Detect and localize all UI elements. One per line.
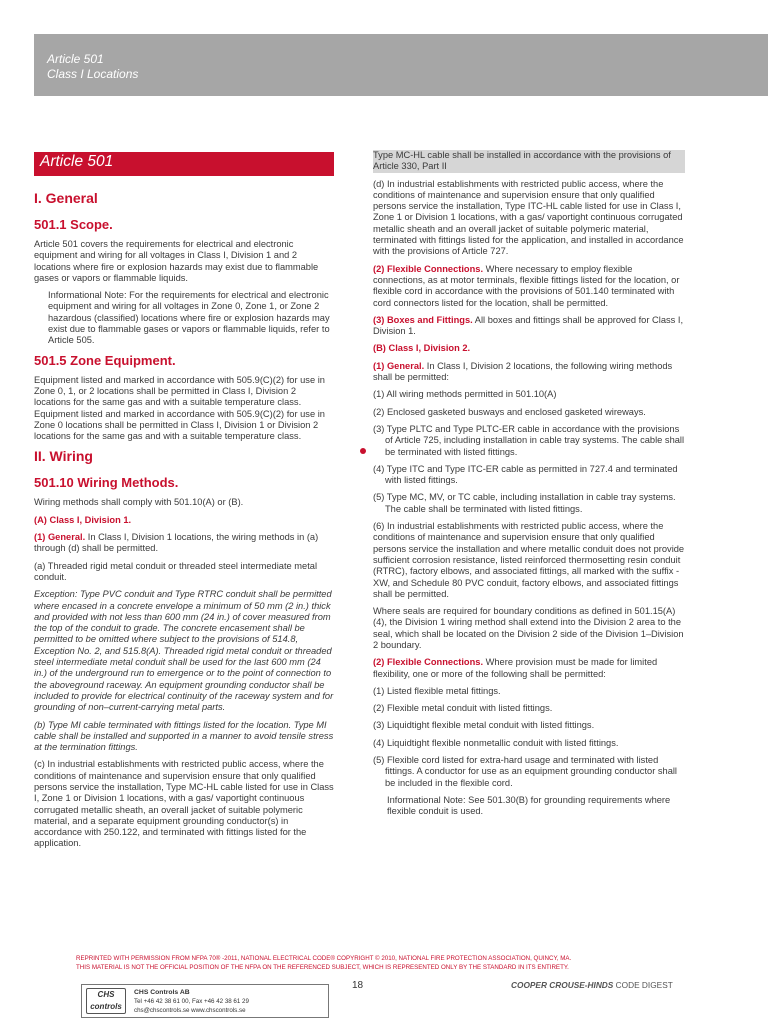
chs-logo-icon [86, 988, 126, 1014]
scope-text: Article 501 covers the requirements for electrical and electronic equipment and wiring for all voltages in Class I, Division 1 and 2 locations where fire or explosion hazards may exist due to flammable gases or vapors or flammable liquids. [34, 239, 319, 283]
list-item-1: (1) All wiring methods permitted in 501.10(A) [373, 389, 557, 400]
flex-item-2: (2) Flexible metal conduit with listed fittings. [373, 703, 553, 714]
para-b2-text: Where provision must be made for limited flexibility, one or more of the following shall be permitted: [373, 657, 658, 679]
para-a3 [373, 315, 685, 338]
email-web: chs@chscontrols.se www.chscontrols.se [134, 1007, 246, 1014]
para-b1-text: In Class I, Division 2 locations, the following wiring methods shall be permitted: [373, 360, 673, 383]
zone-equipment-text: Equipment listed and marked in accordance with 505.9(C)(2) for use in Zone 0, 1, or 2 locations shall be permitted in Class I, Division 2 locations for the same gas and with a suitable temperature class. Equipment listed and marked in accordance with 505.9(C)(2) for use in Zone 0 locations shall be permitted in Class I, Division 1 or Division 2 locations for the same gas and with a suitable temperature class. [34, 374, 325, 442]
reprint-line-2: THIS MATERIAL IS NOT THE OFFICIAL POSITION OF THE NFPA ON THE REFERENCED SUBJECT, WHICH IS REPRESENTED ONLY BY THE STANDARD IN ITS ENTIRETY. [76, 964, 569, 971]
heading-501-1: 501.1 Scope. [34, 217, 113, 232]
header-article: Article 501 [47, 52, 104, 66]
subhead-a1: (1) General. [34, 532, 86, 543]
brand-name: COOPER CROUSE-HINDS [511, 980, 614, 990]
section-general: I. General [34, 190, 98, 206]
list-item-3: (3) Type PLTC and Type PLTC-ER cable in accordance with the provisions of Article 725, including installation in cable tray systems. The cable shall be terminated with listed fittings. [373, 423, 685, 457]
exception-text: Exception: Type PVC conduit and Type RTRC conduit shall be permitted where encased in a concrete envelope a minimum of 50 mm (2 in.) thick and provided with not less than 600 mm (24 in.) of cover measured from the top of the conduit to grade. The concrete encasement shall be permitted to be omitted where subject to the provisions of 514.8, Exception No. 2, and 515.8(A). Threaded rigid metal conduit or threaded steel intermediate metal conduit shall be used for the last 600 mm (24 in.) of the underground run to emergence or to the point of connection to the aboveground raceway. An equipment grounding conductor shall be included to provide for electrical continuity of the raceway system and for grounding of non–current-carrying metal parts. [34, 589, 334, 713]
para-b1 [373, 361, 685, 384]
footer-brand [511, 980, 673, 990]
item-b: (b) Type MI cable terminated with fittings listed for the location. Type MI cable shall be installed and supported in a manner to avoid tensile stress at the termination fittings. [34, 719, 334, 753]
page-header [34, 34, 768, 96]
para-b2 [373, 657, 685, 680]
list-item-5: (5) Type MC, MV, or TC cable, including installation in cable tray systems. The cable shall be terminated with listed fittings. [373, 492, 676, 514]
item-c: (c) In industrial establishments with restricted public access, where the conditions of maintenance and supervision ensure that only qualified persons service the installation, Type MC-HL cable listed for use in Class I, Zone 1 or Division 1 locations, with a gas/ vaportight continuous corrugated metallic sheath, an overall jacket of suitable polymeric material, and a separate equipment grounding conductor(s) in accordance with 250.122, and terminated with fittings listed for the application. [34, 759, 334, 849]
subhead-a3: (3) Boxes and Fittings. [373, 314, 473, 325]
subhead-b: (B) Class I, Division 2. [373, 343, 471, 354]
bullet-marker [360, 448, 366, 454]
subhead-b1: (1) General. [373, 360, 425, 371]
para-a3-text: All boxes and fittings shall be approved for Class I, Division 1. [373, 314, 684, 337]
item-d: (d) In industrial establishments with restricted public access, where the conditions of maintenance and supervision ensure that only qualified persons service the installation, Type ITC-HL cable listed for use in Class I, Zone 1 or Division 1 locations, with a gas/ vaportight continuous corrugated metallic sheath and an overall jacket of suitable polymeric material, terminated with fittings listed for the application, and installed in accordance with the provisions of Article 727. [373, 178, 684, 257]
para-a2-text: Where necessary to employ flexible connections, as at motor terminals, flexible fittings listed for the location, or flexible cord in accordance with the provisions of 501.140 terminated with cord connectors listed for the location, shall be permitted. [373, 263, 680, 308]
wiring-methods-text: Wiring methods shall comply with 501.10(A) or (B). [34, 497, 244, 508]
logo-mark-bottom: controls [90, 1002, 122, 1011]
informational-note-2: Informational Note: See 501.30(B) for grounding requirements where flexible conduit is used. [387, 794, 671, 817]
flex-item-1: (1) Listed flexible metal fittings. [373, 685, 501, 696]
para-a1 [34, 532, 334, 555]
reprint-line-1: REPRINTED WITH PERMISSION FROM NFPA 70® -2011, NATIONAL ELECTRICAL CODE® COPYRIGHT © 2010, NATIONAL FIRE PROTECTION ASSOCIATION, QUINCY, MA. [76, 955, 572, 962]
seals-text: Where seals are required for boundary conditions as defined in 501.15(A)(4), the Division 1 wiring method shall extend into the Division 2 area to the seal, which shall be located on the Division 2 side of the Division 1–Division 2 boundary. [373, 606, 684, 650]
flex-item-3: (3) Liquidtight flexible metal conduit with listed fittings. [373, 720, 595, 731]
list-item-4: (4) Type ITC and Type ITC-ER cable as permitted in 727.4 and terminated with listed fittings. [373, 463, 678, 486]
header-title: Class I Locations [47, 67, 139, 81]
para-a1-text: In Class I, Division 1 locations, the wiring methods in (a) through (d) shall be permitted. [34, 532, 319, 554]
heading-501-5: 501.5 Zone Equipment. [34, 352, 176, 368]
left-column [34, 152, 334, 856]
informational-note-1: Informational Note: For the requirements for electrical and electronic equipment and wiring for all voltages in Zone 0, Zone 1, or Zone 2 hazardous (classified) locations where fire or explosion hazards may exist due to flammable gases or vapors or flammable liquids, refer to Article 505. [48, 290, 330, 346]
flex-item-5: (5) Flexible cord listed for extra-hard usage and terminated with listed fittings. A conductor for use as an equipment grounding conductor shall be included in the flexible cord. [373, 755, 678, 788]
heading-501-10: 501.10 Wiring Methods. [34, 475, 179, 491]
list-item-2: (2) Enclosed gasketed busways and enclosed gasketed wireways. [373, 406, 646, 417]
page-number: 18 [352, 980, 364, 991]
logo-mark-top: CHS [97, 990, 115, 999]
para-a2 [373, 264, 685, 309]
right-column [373, 150, 685, 824]
list-item-6: (6) In industrial establishments with restricted public access, where the conditions of maintenance and supervision ensure that only qualified persons service the installation and where metallic conduit does not provide sufficient corrosion resistance, listed reinforced thermosetting resin conduit (RTRC), factory elbows, and associated fittings, all marked with the suffix -XW, and Schedule 80 PVC conduit, factory elbows, and associated fittings shall be permitted. [373, 521, 685, 599]
subhead-a: (A) Class I, Division 1. [34, 514, 132, 525]
brand-suffix: CODE DIGEST [613, 980, 673, 990]
subhead-b2: (2) Flexible Connections. [373, 657, 484, 668]
section-wiring: II. Wiring [34, 448, 93, 465]
chs-logo-box [81, 984, 329, 1018]
company-name: CHS Controls AB [134, 989, 190, 996]
subhead-a2: (2) Flexible Connections. [373, 263, 484, 274]
reprint-notice [76, 954, 696, 972]
article-bar: Article 501 [34, 152, 334, 176]
mc-hl-text: Type MC-HL cable shall be installed in accordance with the provisions of Article 330, Part II [373, 150, 685, 173]
item-a: (a) Threaded rigid metal conduit or threaded steel intermediate metal conduit. [34, 560, 318, 582]
flex-item-4: (4) Liquidtight flexible nonmetallic conduit with listed fittings. [373, 737, 619, 748]
company-contact [134, 988, 249, 1015]
phone-fax: Tel +46 42 38 61 00, Fax +46 42 38 61 29 [134, 998, 249, 1005]
